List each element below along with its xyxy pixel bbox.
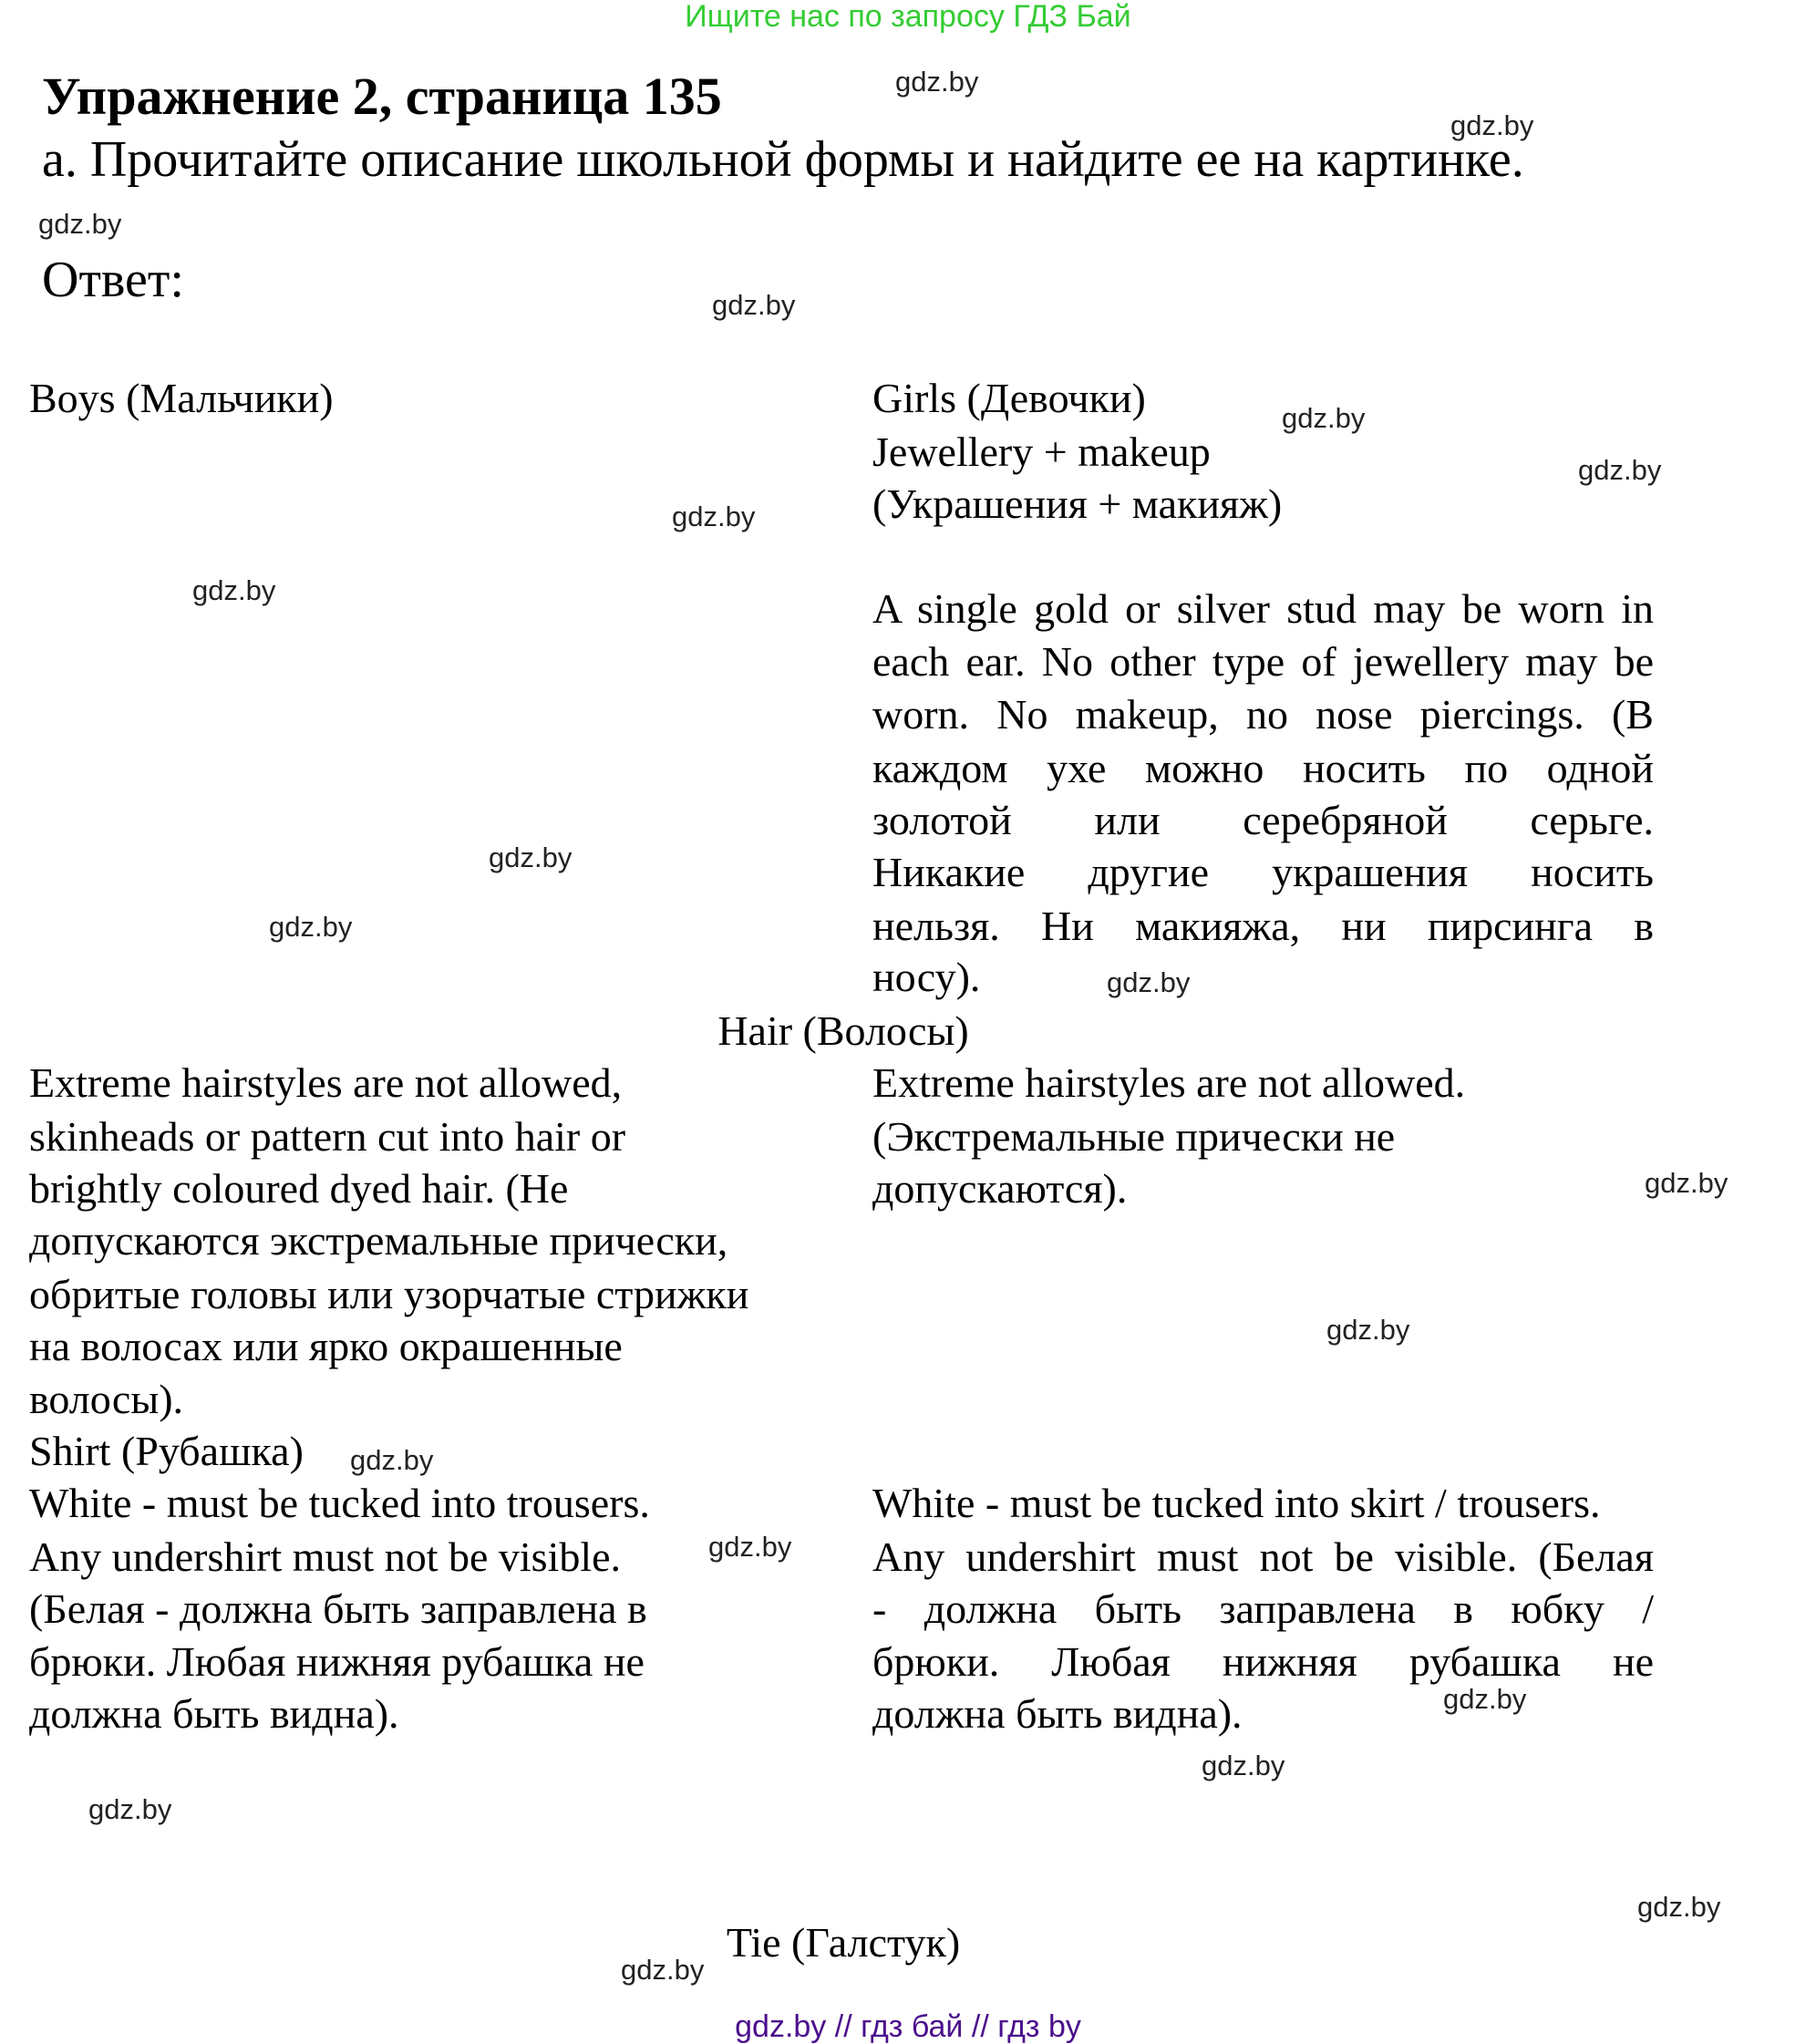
watermark: gdz.by bbox=[1202, 1750, 1285, 1781]
watermark: gdz.by bbox=[350, 1444, 434, 1476]
jewellery-text-line: each ear. No other type of jewellery may be bbox=[872, 638, 1654, 685]
jewellery-text-line: каждом ухе можно носить по одной bbox=[872, 745, 1654, 791]
jewellery-heading: Jewellery + makeup bbox=[872, 428, 1211, 475]
answer-label: Ответ: bbox=[42, 252, 184, 308]
watermark: gdz.by bbox=[1645, 1167, 1728, 1199]
hair-boys-line: brightly coloured dyed hair. (Не bbox=[29, 1165, 569, 1212]
watermark: gdz.by bbox=[1578, 454, 1662, 486]
boys-heading: Boys (Мальчики) bbox=[29, 375, 334, 421]
watermark: gdz.by bbox=[895, 66, 979, 98]
shirt-boys-line: должна быть видна). bbox=[29, 1690, 399, 1737]
watermark: gdz.by bbox=[1450, 109, 1534, 141]
watermark: gdz.by bbox=[192, 574, 276, 606]
hair-boys-line: Extreme hairstyles are not allowed, bbox=[29, 1059, 623, 1106]
watermark: gdz.by bbox=[1443, 1683, 1527, 1715]
watermark: gdz.by bbox=[88, 1793, 172, 1825]
tie-heading: Tie (Галстук) bbox=[726, 1919, 961, 1966]
watermark: gdz.by bbox=[1637, 1891, 1721, 1923]
shirt-girls-line: - должна быть заправлена в юбку / bbox=[872, 1585, 1654, 1632]
page-title: Упражнение 2, страница 135 bbox=[42, 67, 722, 126]
watermark: gdz.by bbox=[489, 841, 573, 873]
jewellery-text-line: золотой или серебряной серьге. bbox=[872, 797, 1654, 843]
shirt-girls-line: должна быть видна). bbox=[872, 1690, 1243, 1737]
hair-boys-line: допускаются экстремальные прически, bbox=[29, 1217, 728, 1264]
hair-girls-line: Extreme hairstyles are not allowed. bbox=[872, 1059, 1466, 1106]
shirt-boys-line: Any undershirt must not be visible. bbox=[29, 1533, 622, 1580]
shirt-boys-line: White - must be tucked into trousers. bbox=[29, 1480, 650, 1526]
girls-heading: Girls (Девочки) bbox=[872, 375, 1146, 421]
hair-girls-line: допускаются). bbox=[872, 1165, 1128, 1212]
watermark: gdz.by bbox=[1282, 402, 1366, 434]
watermark: gdz.by bbox=[38, 208, 122, 240]
hair-boys-line: волосы). bbox=[29, 1376, 184, 1422]
jewellery-text-line: носу). bbox=[872, 954, 981, 1000]
hair-heading: Hair (Волосы) bbox=[717, 1007, 969, 1054]
watermark: gdz.by bbox=[1326, 1314, 1410, 1346]
hair-boys-line: обритые головы или узорчатые стрижки bbox=[29, 1271, 749, 1317]
shirt-heading: Shirt (Рубашка) bbox=[29, 1428, 304, 1474]
jewellery-text-line: A single gold or silver stud may be worn in bbox=[872, 585, 1654, 632]
shirt-boys-line: (Белая - должна быть заправлена в bbox=[29, 1585, 647, 1632]
jewellery-text-line: worn. No makeup, no nose piercings. (В bbox=[872, 691, 1654, 738]
watermark: gdz.by bbox=[621, 1954, 705, 1986]
hair-boys-line: на волосах или ярко окрашенные bbox=[29, 1323, 623, 1369]
shirt-girls-line: White - must be tucked into skirt / trousers. bbox=[872, 1480, 1601, 1526]
watermark: gdz.by bbox=[1107, 966, 1191, 998]
hair-girls-line: (Экстремальные прически не bbox=[872, 1113, 1396, 1160]
watermark: gdz.by bbox=[269, 911, 353, 943]
watermark: gdz.by bbox=[712, 289, 796, 321]
shirt-girls-line: Any undershirt must not be visible. (Белая bbox=[872, 1533, 1654, 1580]
hair-boys-line: skinheads or pattern cut into hair or bbox=[29, 1113, 626, 1160]
shirt-girls-line: брюки. Любая нижняя рубашка не bbox=[872, 1638, 1654, 1685]
watermark: gdz.by bbox=[672, 501, 756, 532]
shirt-boys-line: брюки. Любая нижняя рубашка не bbox=[29, 1638, 645, 1685]
footer-links[interactable]: gdz.by // гдз бай // гдз by bbox=[735, 2009, 1081, 2044]
task-text: а. Прочитайте описание школьной формы и найдите ее на картинке. bbox=[42, 131, 1524, 188]
jewellery-text-line: нельзя. Ни макияжа, ни пирсинга в bbox=[872, 903, 1654, 949]
search-banner[interactable]: Ищите нас по запросу ГДЗ Бай bbox=[685, 0, 1131, 34]
jewellery-heading: (Украшения + макияж) bbox=[872, 480, 1283, 527]
jewellery-text-line: Никакие другие украшения носить bbox=[872, 849, 1654, 895]
watermark: gdz.by bbox=[708, 1531, 792, 1563]
